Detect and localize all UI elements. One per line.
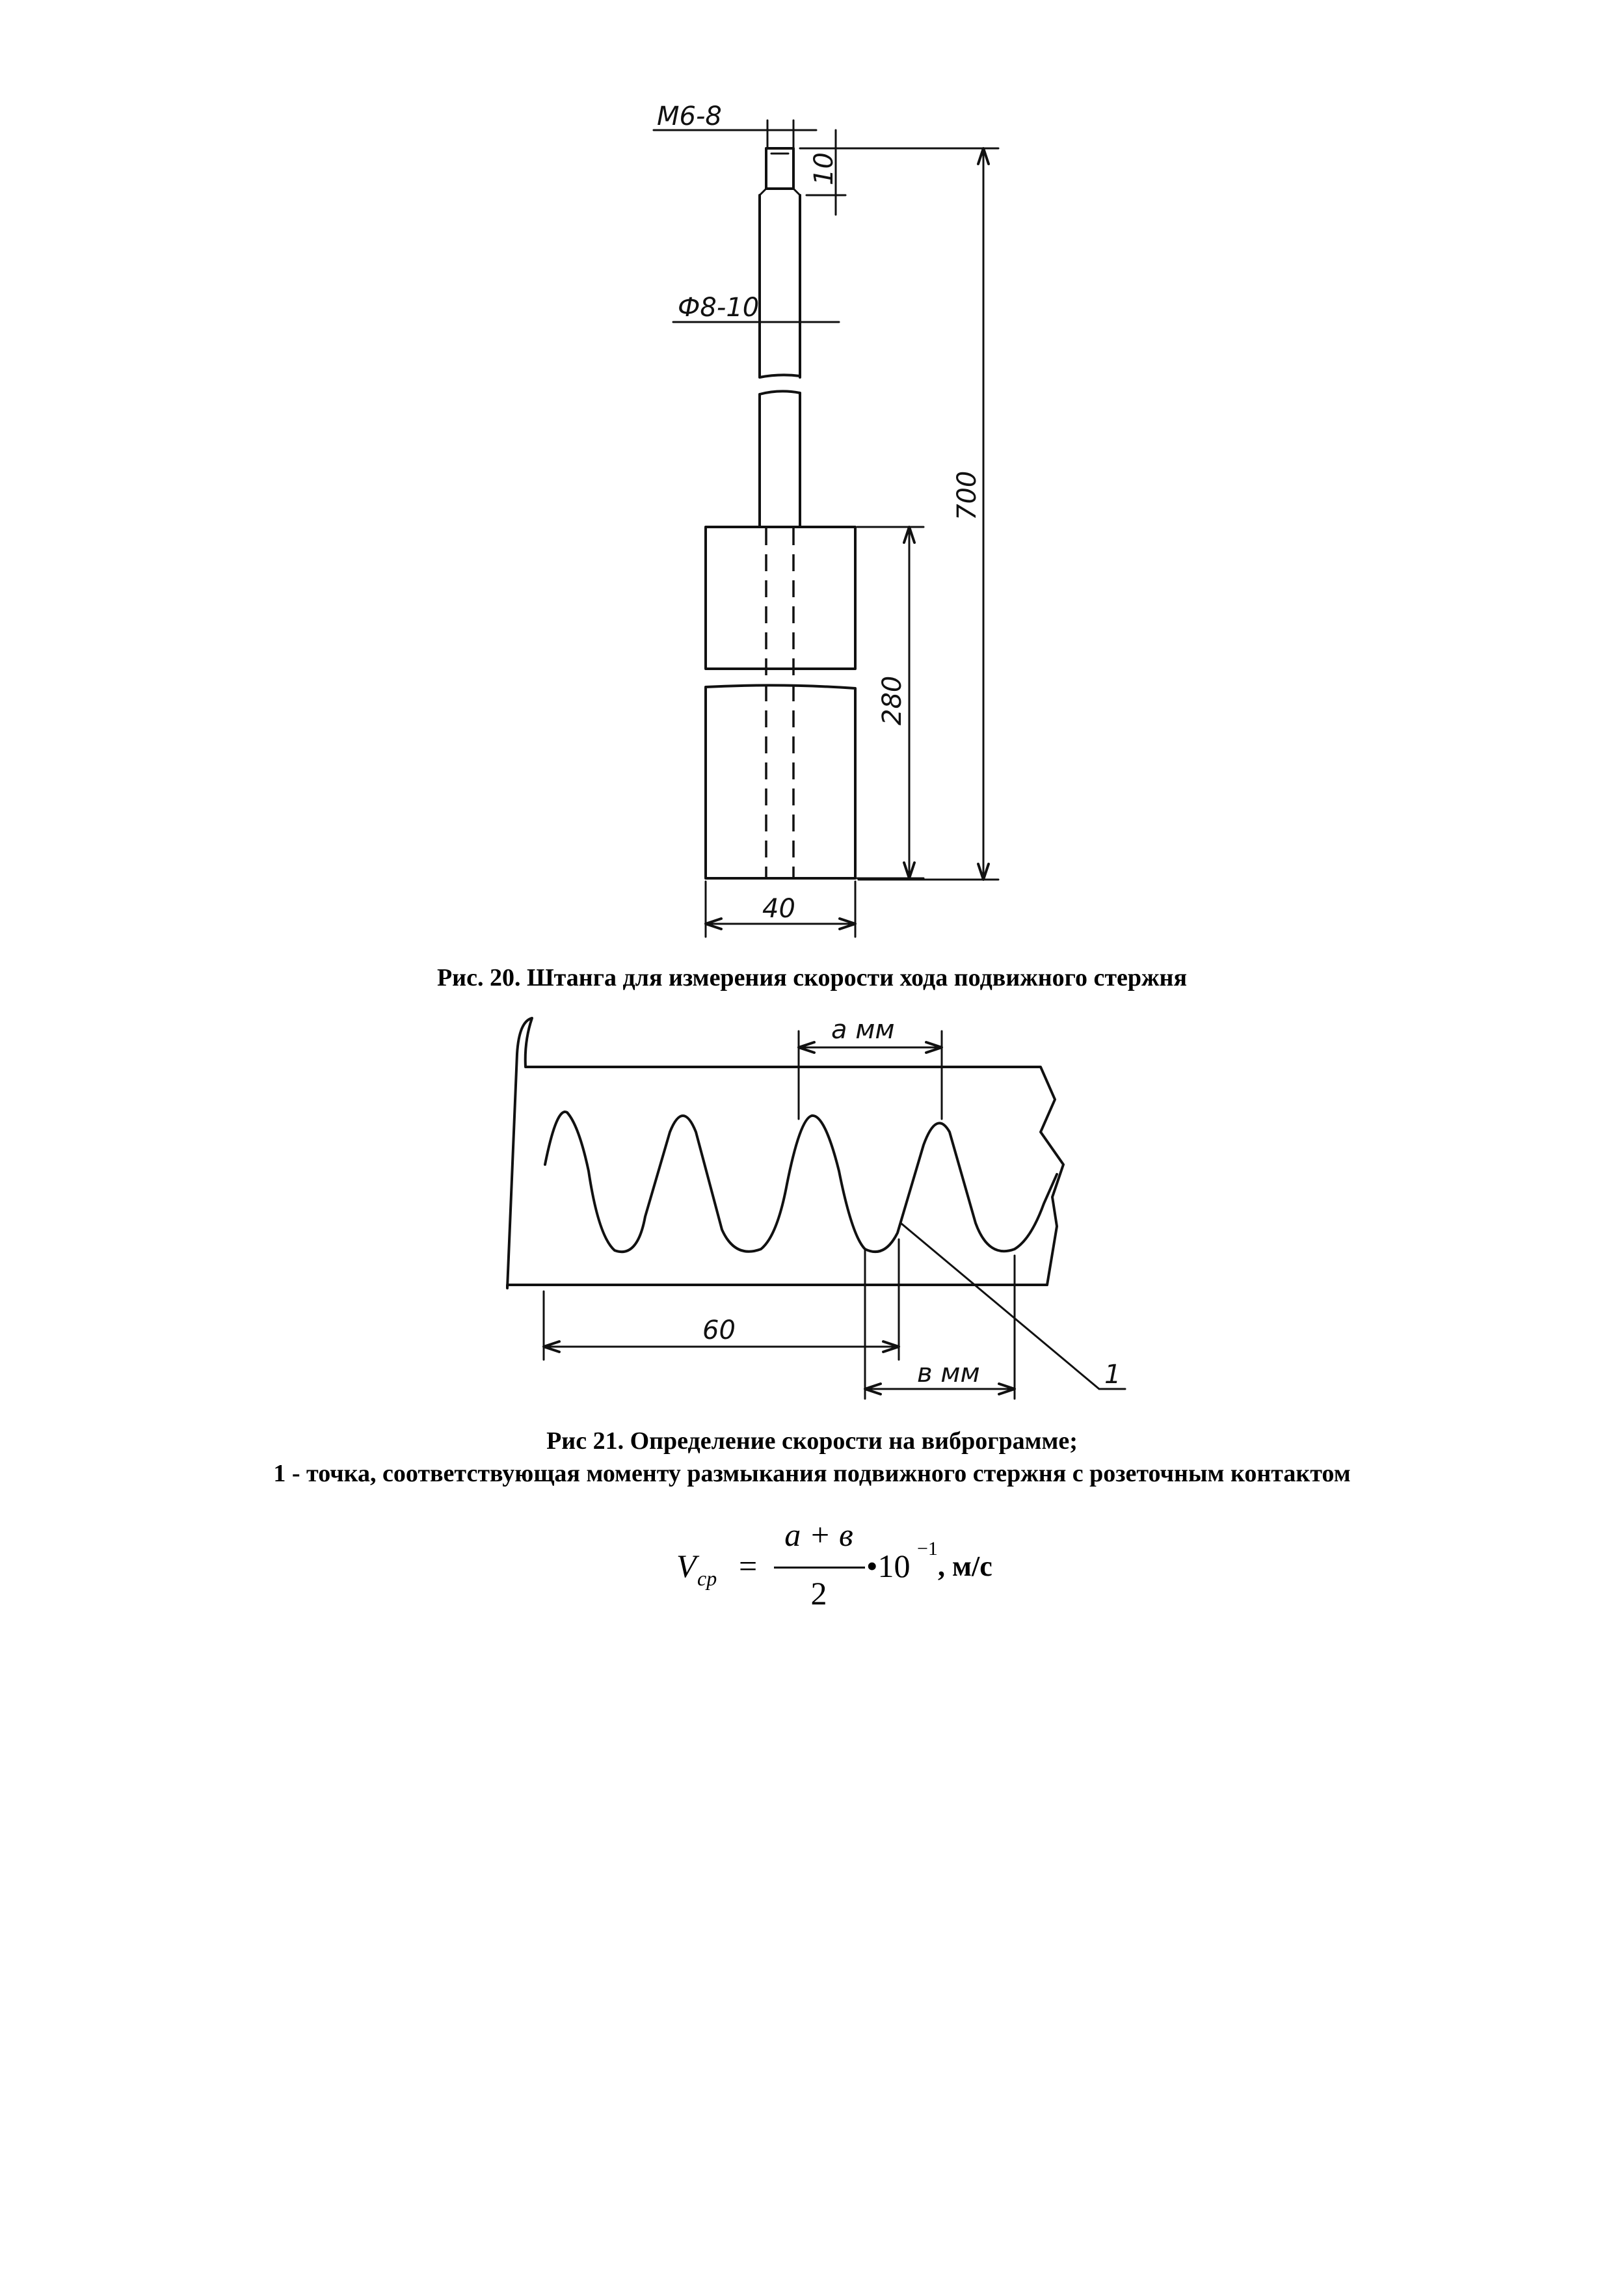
dim-ten-label: 10 (809, 152, 839, 185)
formula-lhs-symbol: V (676, 1548, 697, 1584)
figure-21-caption-line2: 1 - точка, соответствующая моменту размыкания подвижного стержня с розеточным контактом (273, 1460, 1351, 1487)
figure-20-rod-drawing (0, 0, 1624, 950)
formula-fraction-bar (774, 1567, 865, 1569)
formula-numerator: а + в (784, 1516, 853, 1553)
point-one-label: 1 (1104, 1360, 1121, 1390)
formula-factor: •10 (866, 1548, 911, 1584)
figure-21-caption-line1: Рис 21. Определение скорости на виброграмме; (546, 1427, 1078, 1455)
formula-lhs-subscript: ср (697, 1567, 717, 1590)
dim-diameter-label: Ф8-10 (678, 293, 760, 323)
dim-sixty-label: 60 (702, 1315, 736, 1345)
dim-total-length-label: 700 (952, 470, 982, 520)
formula-equals: = (739, 1548, 758, 1584)
formula-denominator: 2 (810, 1575, 827, 1611)
dim-width-label: 40 (762, 894, 795, 924)
dim-weight-length-label: 280 (877, 675, 907, 725)
figure-21-vibrogram (0, 1002, 1624, 1418)
dim-a-label: а мм (831, 1015, 895, 1045)
figure-20-caption: Рис. 20. Штанга для измерения скорости хода подвижного стержня (436, 964, 1188, 991)
formula-exponent: −1 (917, 1538, 938, 1559)
speed-formula (676, 1516, 1015, 1626)
formula-unit: , м/с (938, 1550, 992, 1582)
dim-thread-label: М6-8 (657, 101, 722, 131)
dim-b-label: в мм (917, 1358, 980, 1388)
